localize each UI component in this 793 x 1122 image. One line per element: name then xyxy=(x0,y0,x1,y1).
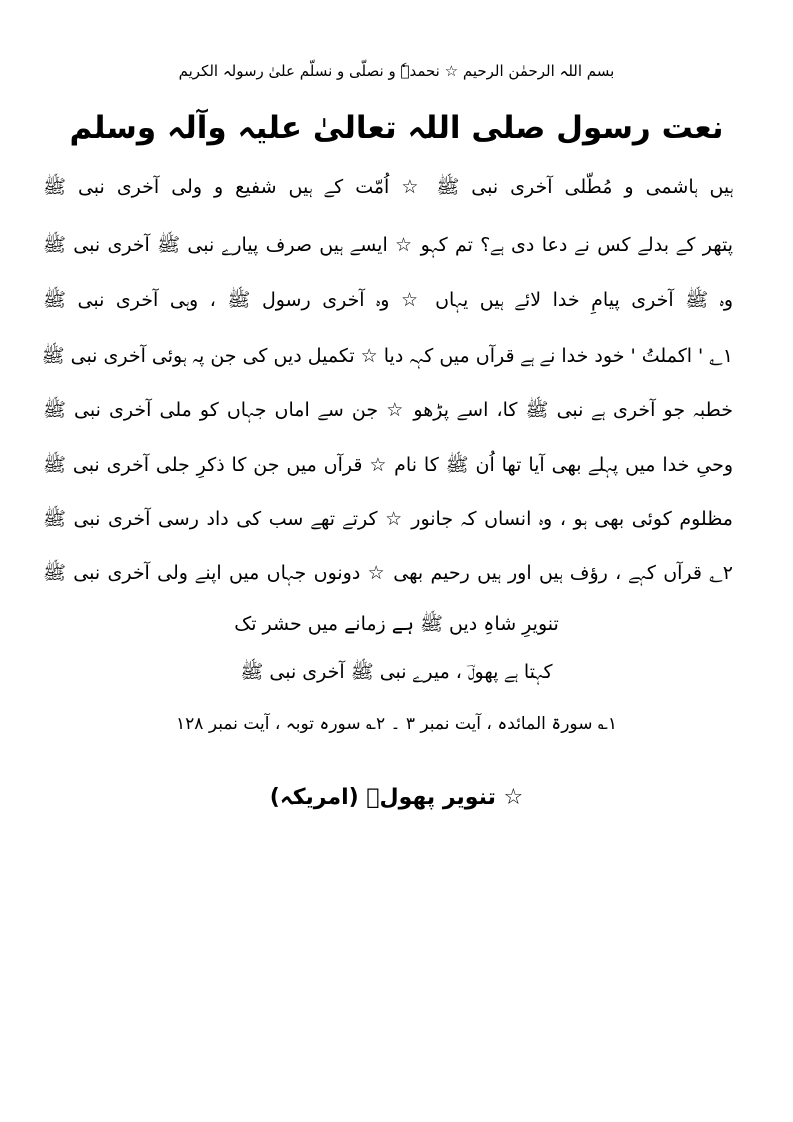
closing-line: تنویرِ شاہِ دیں ﷺ ہے زمانے میں حشر تک xyxy=(234,613,559,635)
verse-line: ہیں ہاشمی و مُطّلی آخری نبی ﷺ ☆ اُمّت کے ہیں شفیع و ولی آخری نبی ﷺ xyxy=(43,176,733,198)
closing-line: کہتا ہے پھولؔ ، میرے نبی ﷺ آخری نبی ﷺ xyxy=(240,661,553,683)
poet-signature: ☆ تنویر پھولؔ (امریکہ) xyxy=(269,785,524,810)
verse-line: وحیِ خدا میں پہلے بھی آیا تھا اُن ﷺ کا نام ☆ قرآں میں جن کا ذکرِ جلی آخری نبی ﷺ xyxy=(43,454,733,476)
verse-line: خطبہ جو آخری ہے نبی ﷺ کا، اسے پڑھو ☆ جن سے اماں جہاں کو ملی آخری نبی ﷺ xyxy=(43,399,733,421)
bismillah-header: بسم اللہ الرحمٰن الرحیم ☆ نحمدہٗ و نصلّی و نسلّم علیٰ رسولہ الکریم xyxy=(178,62,615,80)
verse-line: ۲؎ قرآں کہے ، رؤف ہیں اور ہیں رحیم بھی ☆ دونوں جہاں میں اپنے ولی آخری نبی ﷺ xyxy=(43,562,733,584)
verse-line: مظلوم کوئی بھی ہو ، وہ انساں کہ جانور ☆ کرتے تھے سب کی داد رسی آخری نبی ﷺ xyxy=(43,508,733,530)
verse-line: ۱؎ ' اکملتُ ' خود خدا نے ہے قرآں میں کہہ دیا ☆ تکمیل دیں کی جن پہ ہوئی آخری نبی ﷺ xyxy=(41,345,733,367)
footnote: ۱؎ سورۃ المائدہ ، آیت نمبر ۳ ۔ ۲؎ سورہ توبہ ، آیت نمبر ۱۲۸ xyxy=(176,714,617,734)
verse-line: پتھر کے بدلے کس نے دعا دی ہے؟ تم کہو ☆ ایسے ہیں صرف پیارے نبی ﷺ آخری نبی ﷺ xyxy=(43,234,733,256)
verse-line: وہ ﷺ آخری پیامِ خدا لائے ہیں یہاں ☆ وہ آخری رسول ﷺ ، وہی آخری نبی ﷺ xyxy=(43,289,733,311)
poem-title: نعت رسول صلی اللہ تعالیٰ علیہ وآلہ وسلم xyxy=(69,110,724,146)
